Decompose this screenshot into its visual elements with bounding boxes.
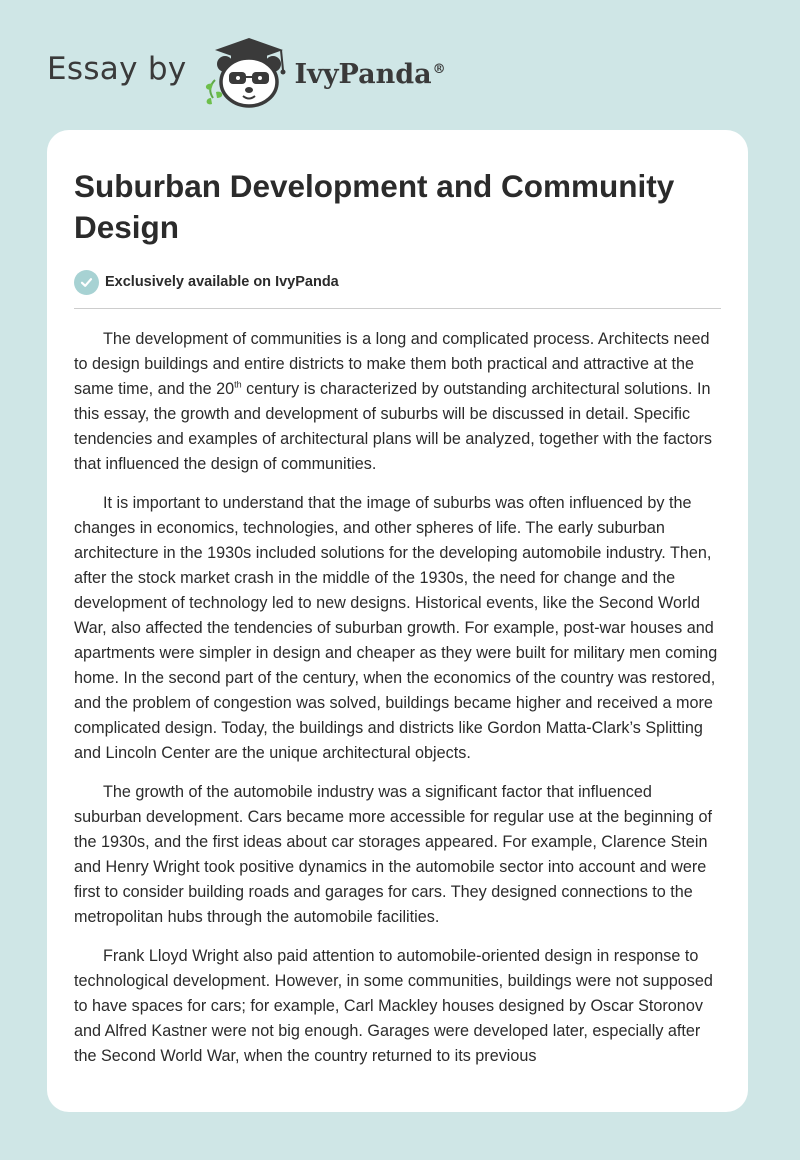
essay-card <box>47 130 748 1112</box>
essay-body <box>74 327 721 1069</box>
essay-by-label: Essay by <box>47 51 187 87</box>
checkmark-icon <box>74 270 99 295</box>
brand-name: IvyPanda® <box>294 58 446 90</box>
paragraph-4: Frank Lloyd Wright also paid attention to automobile-oriented design in response to technological development. However, in some communities, buildings were not supposed to have spaces for cars; for example, Carl Mackley houses designed by Oscar Storonov and Alfred Kastner were not big enough. Garages were developed later, especially after the Second World War, when the country returned to its previous <box>74 947 713 1065</box>
ivypanda-logo-icon <box>199 36 291 108</box>
essay-title: Suburban Development and Community Design <box>74 168 675 245</box>
exclusive-label: Exclusively available on IvyPanda <box>105 274 339 290</box>
registered-mark: ® <box>432 61 446 77</box>
brand-header <box>47 36 446 108</box>
exclusive-notice <box>74 268 721 296</box>
paragraph-1: The development of communities is a long and complicated process. Architects need to design buildings and entire districts to make them both practical and attractive at the same time, and the 20th century is characterized by outstanding architectural solutions. In this essay, the growth and development of suburbs will be discussed in detail. Specific tendencies and examples of architectural plans will be analyzed, together with the factors that influenced the design of communities. <box>74 330 712 473</box>
superscript-th: th <box>234 379 242 390</box>
paragraph-2: It is important to understand that the image of suburbs was often influenced by the changes in economics, technologies, and other spheres of life. The early suburban architecture in the 1930s included solutions for the developing automobile industry. Then, after the stock market crash in the middle of the 1930s, the need for change and the development of technology led to new designs. Historical events, like the Second World War, also affected the tendencies of suburban growth. For example, post-war houses and apartments were simpler in design and cheaper as they were built for military men coming home. In the second part of the century, when the economics of the country was restored, and the problem of congestion was solved, buildings became higher and received a more complicated design. Today, the buildings and districts like Gordon Matta-Clark’s Splitting and Lincoln Center are the unique architectural objects. <box>74 494 718 762</box>
divider <box>74 308 721 309</box>
paragraph-3: The growth of the automobile industry was a significant factor that influenced suburban development. Cars became more accessible for regular use at the beginning of the 1930s, and the first ideas about car storages appeared. For example, Clarence Stein and Henry Wright took positive dynamics in the automobile sector into account and were first to consider building roads and garages for cars. They designed connections to the metropolitan hubs through the automobile facilities. <box>74 783 712 926</box>
